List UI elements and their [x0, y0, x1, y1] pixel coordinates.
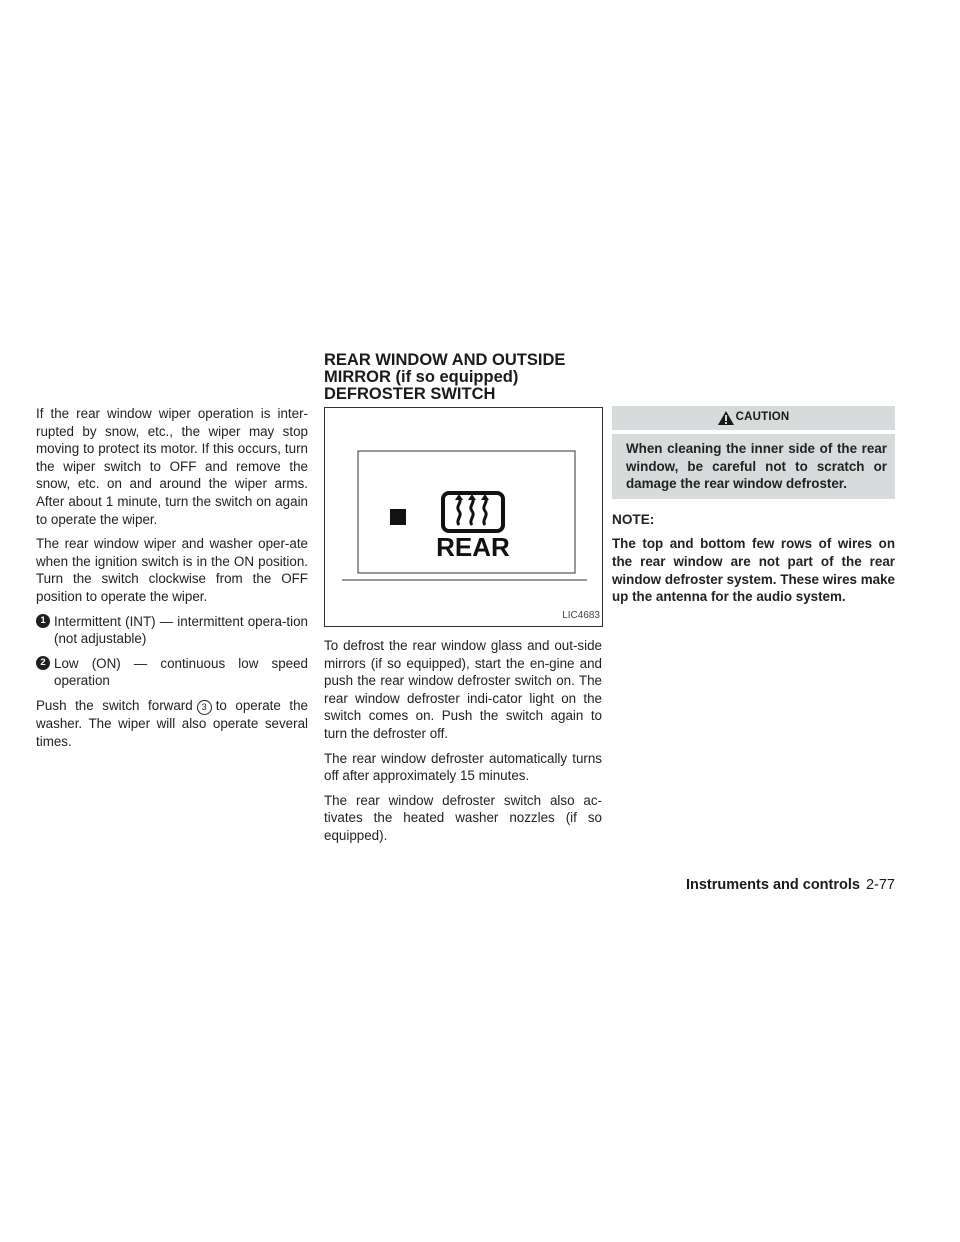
list-item	[36, 613, 308, 648]
left-column	[36, 405, 308, 757]
page-footer	[686, 877, 895, 893]
washer-text-after: to operate the washer. The wiper will also operate several times.	[36, 697, 309, 749]
washer-nozzle-paragraph: The rear window defroster switch also ac-tivates the heated washer nozzles (if so equipped).	[324, 792, 602, 843]
auto-off-paragraph: The rear window defroster automatically turns off after approximately 15 minutes.	[324, 750, 602, 784]
middle-column	[324, 352, 602, 852]
page-number: 2-77	[865, 877, 895, 893]
defrost-paragraph: To defrost the rear window glass and out-side mirrors (if so equipped), start the en-gine and push the rear window defroster switch on. The rear window defroster indi-cator light on the switch comes on. Push the switch again to turn the defroster off.	[324, 638, 602, 741]
list-item-text: Low (ON) — continuous low speed operation	[54, 655, 308, 689]
caution-body: When cleaning the inner side of the rear window, be careful not to scratch or damage the rear window defroster.	[612, 434, 895, 499]
indicator-light	[390, 509, 406, 525]
list-item	[36, 655, 308, 690]
chapter-title: Instruments and controls	[685, 877, 860, 893]
rear-defroster-icon	[443, 493, 503, 531]
washer-paragraph	[36, 697, 308, 750]
section-heading	[324, 352, 602, 403]
number-badge: 3	[197, 700, 212, 715]
list-item-text: Intermittent (INT) — intermittent opera-tion (not adjustable)	[54, 613, 308, 647]
heading-line: DEFROSTER SWITCH	[324, 385, 496, 403]
washer-text-before: Push the switch forward	[36, 697, 193, 713]
note-body: The top and bottom few rows of wires on the rear window are not part of the rear window defroster system. These wires make up the antenna for the audio system.	[612, 536, 895, 605]
wiper-operation-paragraph: The rear window wiper and washer oper-ate when the ignition switch is in the ON position. Turn the switch clockwise from the OFF position to operate the wiper.	[36, 536, 308, 604]
figure-code: LIC4683	[562, 610, 600, 622]
right-column	[612, 406, 895, 606]
number-badge: 2	[36, 656, 50, 670]
note-label: NOTE:	[612, 511, 655, 527]
heading-line: REAR WINDOW AND OUTSIDE	[324, 351, 566, 369]
wiper-stop-paragraph: If the rear window wiper operation is inter-rupted by snow, etc., the wiper may stop moving to protect its motor. If this occurs, turn the wiper switch to OFF and remove the snow, etc. on and around the wiper arms. After about 1 minute, turn the switch on again to operate the wiper.	[36, 406, 308, 527]
defroster-illustration	[325, 408, 602, 626]
rear-label: REAR	[436, 532, 510, 562]
number-badge: 1	[36, 614, 50, 628]
heading-line: MIRROR (if so equipped)	[324, 368, 519, 386]
defroster-switch-figure	[324, 407, 603, 627]
caution-header	[612, 406, 895, 430]
caution-title: CAUTION	[735, 411, 790, 424]
warning-triangle-icon	[718, 411, 734, 425]
